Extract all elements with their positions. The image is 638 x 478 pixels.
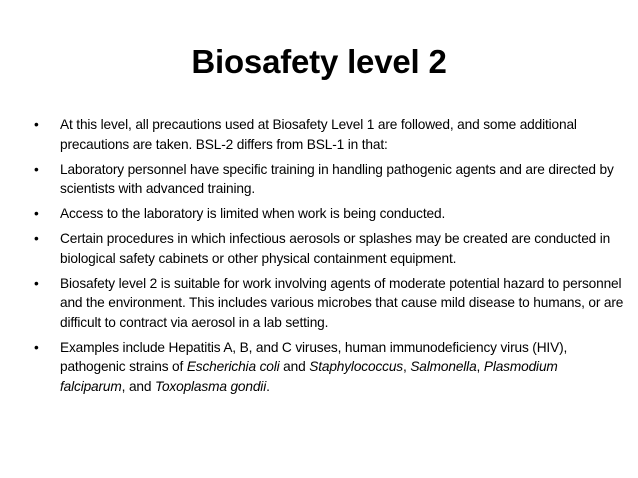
bullet-item	[34, 229, 624, 268]
bullet-list	[34, 115, 624, 402]
slide-title: Biosafety level 2	[191, 43, 447, 80]
species-name: Toxoplasma gondii	[155, 378, 267, 394]
text-segment: ,	[476, 359, 484, 374]
bullet-dot-icon: •	[34, 275, 39, 291]
bullet-text: Certain procedures in which infectious aerosols or splashes may be created are conducted in biological safety cabinets or other physical containment equipment.	[60, 231, 611, 266]
bullet-item	[34, 274, 624, 333]
bullet-dot-icon: •	[34, 231, 39, 246]
text-segment: Examples include Hepatitis A, B, and C viruses, human immunodeficiency virus (HIV), pathogenic strains of	[60, 339, 568, 374]
bullet-dot-icon: •	[34, 161, 39, 177]
species-name: Salmonella	[410, 359, 477, 374]
text-segment: ,	[403, 359, 411, 374]
bullet-dot-icon: •	[34, 339, 39, 355]
text-segment: , and	[121, 378, 155, 394]
bullet-text: At this level, all precautions used at Biosafety Level 1 are followed, and some additional precautions are taken. BSL-2 differs from BSL-1 in that:	[60, 117, 577, 152]
bullet-text: Laboratory personnel have specific training in handling pathogenic agents and are directed by scientists with advanced training.	[60, 161, 614, 196]
bullet-text	[60, 340, 567, 394]
bullet-item	[34, 204, 624, 224]
text-segment: and	[279, 359, 310, 374]
bullet-item	[34, 160, 624, 199]
bullet-text: Access to the laboratory is limited when work is being conducted.	[60, 206, 446, 221]
bullet-dot-icon: •	[34, 206, 39, 221]
bullet-item	[34, 115, 624, 154]
text-segment: .	[266, 378, 270, 394]
bullet-item	[34, 338, 624, 397]
bullet-dot-icon: •	[34, 117, 39, 132]
species-name: Plasmodium falciparum	[60, 359, 558, 394]
species-name: Escherichia coli	[186, 359, 280, 374]
bullet-text: Biosafety level 2 is suitable for work involving agents of moderate potential hazard to personnel and the environment. This includes various microbes that cause mild disease to humans, or are difficult to contract via aerosol in a lab setting.	[60, 275, 624, 330]
species-name: Staphylococcus	[309, 359, 403, 374]
